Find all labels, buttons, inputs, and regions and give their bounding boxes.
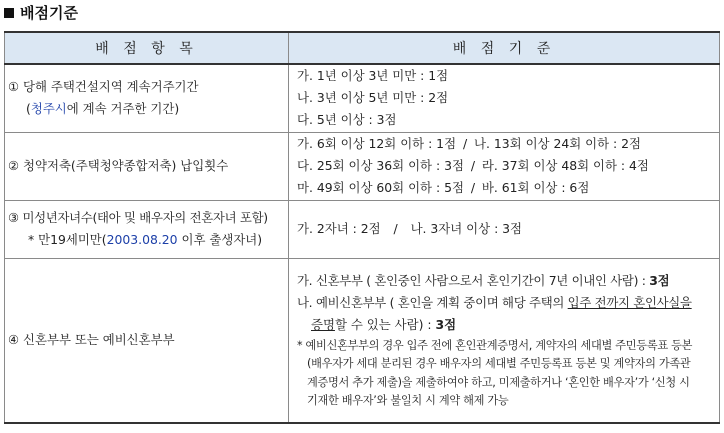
item-main: ② 청약저축(주택청약종합저축) 납입횟수 bbox=[8, 158, 229, 173]
item-sub: * 만19세미만(2003.08.20 이후 출생자녀) bbox=[28, 232, 263, 247]
score-bold: 3점 bbox=[649, 272, 670, 288]
table-row bbox=[5, 64, 720, 132]
footnote-line: 기재한 배우자’와 불일치 시 계약 해제 가능 bbox=[307, 394, 509, 408]
date-highlight: 2003.08.20 bbox=[106, 232, 178, 247]
standard-line: 가. 6회 이상 12회 이하 : 1점 / 나. 13회 이상 24회 이하 : 2점 bbox=[297, 136, 641, 151]
item-cell bbox=[5, 258, 289, 423]
footnote bbox=[297, 337, 713, 411]
standard-line: 증명할 수 있는 사람) : 3점 bbox=[311, 316, 457, 332]
item-main: ④ 신혼부부 또는 예비신혼부부 bbox=[8, 332, 175, 348]
header-row bbox=[5, 32, 720, 64]
square-bullet-icon bbox=[4, 8, 14, 18]
standard-line: 마. 49회 이상 60회 이하 : 5점 / 바. 61회 이상 : 6점 bbox=[297, 180, 590, 195]
item-cell bbox=[5, 132, 289, 200]
item-main: ③ 미성년자녀수(태아 및 배우자의 전혼자녀 포함) bbox=[8, 210, 268, 225]
column-header-standard: 배 점 기 준 bbox=[289, 32, 720, 64]
standard-line: 가. 1년 이상 3년 미만 : 1점 bbox=[297, 68, 449, 84]
standard-line: 가. 신혼부부 ( 혼인중인 사람으로서 혼인기간이 7년 이내인 사람) : 3점 bbox=[297, 272, 670, 288]
standard-line: 다. 5년 이상 : 3점 bbox=[297, 112, 397, 128]
table-row bbox=[5, 258, 720, 423]
item-sub: (청주시에 계속 거주한 기간) bbox=[26, 101, 180, 117]
item-main: ① 당해 주택건설지역 계속거주기간 bbox=[8, 79, 199, 95]
column-header-item: 배 점 항 목 bbox=[5, 32, 289, 64]
scoring-table bbox=[4, 31, 720, 424]
item-cell bbox=[5, 64, 289, 132]
standard-line: 다. 25회 이상 36회 이하 : 3점 / 라. 37회 이상 48회 이하 : 4점 bbox=[297, 158, 649, 173]
standard-cell bbox=[289, 64, 720, 132]
standard-line: 가. 2자녀 : 2점 / 나. 3자녀 이상 : 3점 bbox=[297, 221, 523, 236]
standard-cell bbox=[289, 258, 720, 423]
region-highlight: 청주시 bbox=[30, 101, 67, 117]
standard-cell bbox=[289, 132, 720, 200]
table-row bbox=[5, 132, 720, 200]
footnote-line: * 예비신혼부부의 경우 입주 전에 혼인관계증명서, 계약자의 세대별 주민등록표 등본 bbox=[297, 338, 693, 352]
score-bold: 3점 bbox=[435, 316, 457, 332]
standard-cell bbox=[289, 200, 720, 258]
section-heading bbox=[4, 2, 78, 24]
footnote-line: 계증명서 추가 제출)을 제출하여야 하고, 미제출하거나 ‘혼인한 배우자’가 ‘신청 시 bbox=[307, 375, 690, 389]
item-cell bbox=[5, 200, 289, 258]
standard-line: 나. 예비신혼부부 ( 혼인을 계획 중이며 해당 주택의 입주 전까지 혼인사실을 bbox=[297, 294, 692, 310]
table-row bbox=[5, 200, 720, 258]
section-title: 배점기준 bbox=[20, 4, 78, 22]
standard-line: 나. 3년 이상 5년 미만 : 2점 bbox=[297, 90, 449, 106]
footnote-line: (배우자가 세대 분리된 경우 배우자의 세대별 주민등록표 등본 및 계약자의 가족관 bbox=[307, 357, 691, 371]
